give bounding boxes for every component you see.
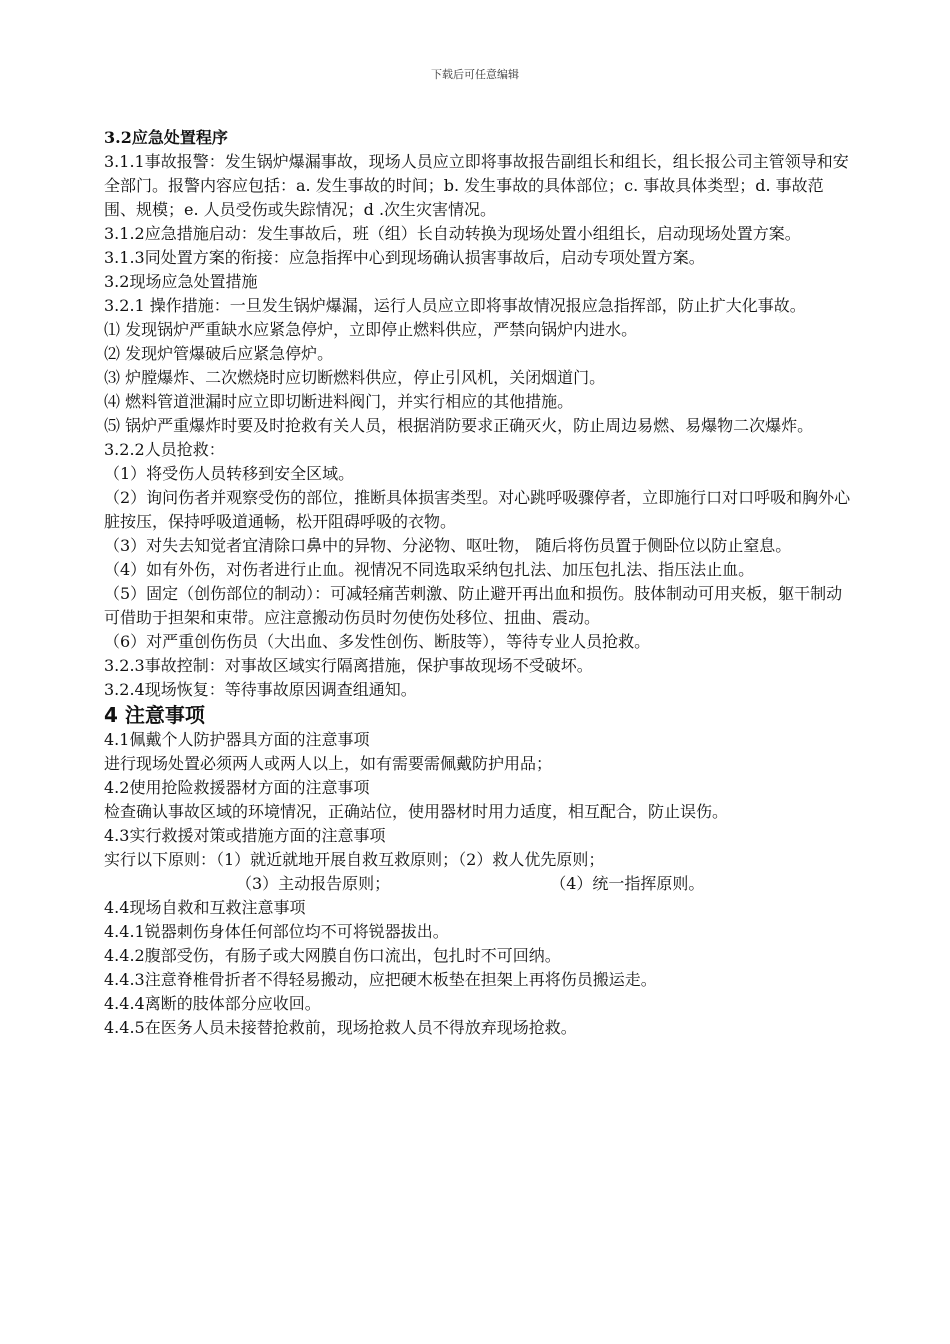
principles-line <box>104 872 852 896</box>
list-item: （6）对严重创伤伤员（大出血、多发性创伤、断肢等），等待专业人员抢救。 <box>104 632 651 651</box>
paragraph: 4.1佩戴个人防护器具方面的注意事项 <box>104 730 370 749</box>
paragraph: 3.2.4现场恢复：等待事故原因调查组通知。 <box>104 680 417 699</box>
paragraph: 4.4.3注意脊椎骨折者不得轻易搬动，应把硬木板垫在担架上再将伤员搬运走。 <box>104 970 657 989</box>
list-item: （2）询问伤者并观察受伤的部位，推断具体损害类型。对心跳呼吸骤停者，立即施行口对口呼吸和胸外心脏按压，保持呼吸道通畅，松开阻碍呼吸的衣物。 <box>104 488 851 531</box>
principle-4: （4）统一指挥原则。 <box>550 874 705 893</box>
list-item: ⑸ 锅炉严重爆炸时要及时抢救有关人员，根据消防要求正确灭火，防止周边易燃、易爆物二次爆炸。 <box>104 416 814 435</box>
paragraph: 4.4.1锐器刺伤身体任何部位均不可将锐器拔出。 <box>104 922 449 941</box>
principle-3: （3）主动报告原则； <box>236 874 391 893</box>
paragraph: 4.4.2腹部受伤，有肠子或大网膜自伤口流出，包扎时不可回纳。 <box>104 946 561 965</box>
paragraph: 4.4.4离断的肢体部分应收回。 <box>104 994 321 1013</box>
paragraph: 4.4.5在医务人员未接替抢救前，现场抢救人员不得放弃现场抢救。 <box>104 1018 577 1037</box>
list-item: （4）如有外伤，对伤者进行止血。视情况不同选取采纳包扎法、加压包扎法、指压法止血。 <box>104 560 755 579</box>
paragraph: 3.2.3事故控制：对事故区域实行隔离措施，保护事故现场不受破坏。 <box>104 656 593 675</box>
list-item: （5）固定（创伤部位的制动）：可减轻痛苦刺激、防止避开再出血和损伤。肢体制动可用夹板，躯干制动可借助于担架和束带。应注意搬动伤员时勿使伤处移位、扭曲、震动。 <box>104 584 843 627</box>
list-item: （1）将受伤人员转移到安全区域。 <box>104 464 355 483</box>
paragraph: 4.2使用抢险救援器材方面的注意事项 <box>104 778 370 797</box>
paragraph: 3.2.1 操作措施：一旦发生锅炉爆漏，运行人员应立即将事故情况报应急指挥部，防止扩大化事故。 <box>104 296 806 315</box>
paragraph: 3.1.2应急措施启动：发生事故后，班（组）长自动转换为现场处置小组组长，启动现场处置方案。 <box>104 224 801 243</box>
header-note: 下载后可任意编辑 <box>431 68 519 81</box>
paragraph: 3.1.1事故报警：发生锅炉爆漏事故，现场人员应立即将事故报告副组长和组长，组长报公司主管领导和安全部门。报警内容应包括：a. 发生事故的时间；b. 发生事故的具体部位；c. 事故具体类型；d. 事故范围、规模；e. 人员受伤或失踪情况；d .次生灾害情况。 <box>104 152 849 219</box>
list-item: ⑶ 炉膛爆炸、二次燃烧时应切断燃料供应，停止引风机，关闭烟道门。 <box>104 368 606 387</box>
paragraph: 3.2.2人员抢救： <box>104 440 225 459</box>
paragraph: 进行现场处置必须两人或两人以上，如有需要需佩戴防护用品； <box>104 754 553 773</box>
list-item: ⑵ 发现炉管爆破后应紧急停炉。 <box>104 344 334 363</box>
section-title-3-2: 3.2应急处置程序 <box>104 128 228 147</box>
paragraph: 4.4现场自救和互救注意事项 <box>104 898 306 917</box>
paragraph: 实行以下原则：（1）就近就地开展自救互救原则；（2）救人优先原则； <box>104 850 605 869</box>
paragraph: 4.3实行救援对策或措施方面的注意事项 <box>104 826 386 845</box>
list-item: ⑷ 燃料管道泄漏时应立即切断进料阀门，并实行相应的其他措施。 <box>104 392 574 411</box>
paragraph: 检查确认事故区域的环境情况，正确站位，使用器材时用力适度，相互配合，防止误伤。 <box>104 802 729 821</box>
document-body <box>104 126 852 1040</box>
list-item: （3）对失去知觉者宜清除口鼻中的异物、分泌物、呕吐物， 随后将伤员置于侧卧位以防止窒息。 <box>104 536 792 555</box>
section-title-4: 4 注意事项 <box>104 703 205 727</box>
paragraph: 3.1.3同处置方案的衔接：应急指挥中心到现场确认损害事故后，启动专项处置方案。 <box>104 248 705 267</box>
paragraph: 3.2现场应急处置措施 <box>104 272 258 291</box>
list-item: ⑴ 发现锅炉严重缺水应紧急停炉，立即停止燃料供应，严禁向锅炉内进水。 <box>104 320 638 339</box>
